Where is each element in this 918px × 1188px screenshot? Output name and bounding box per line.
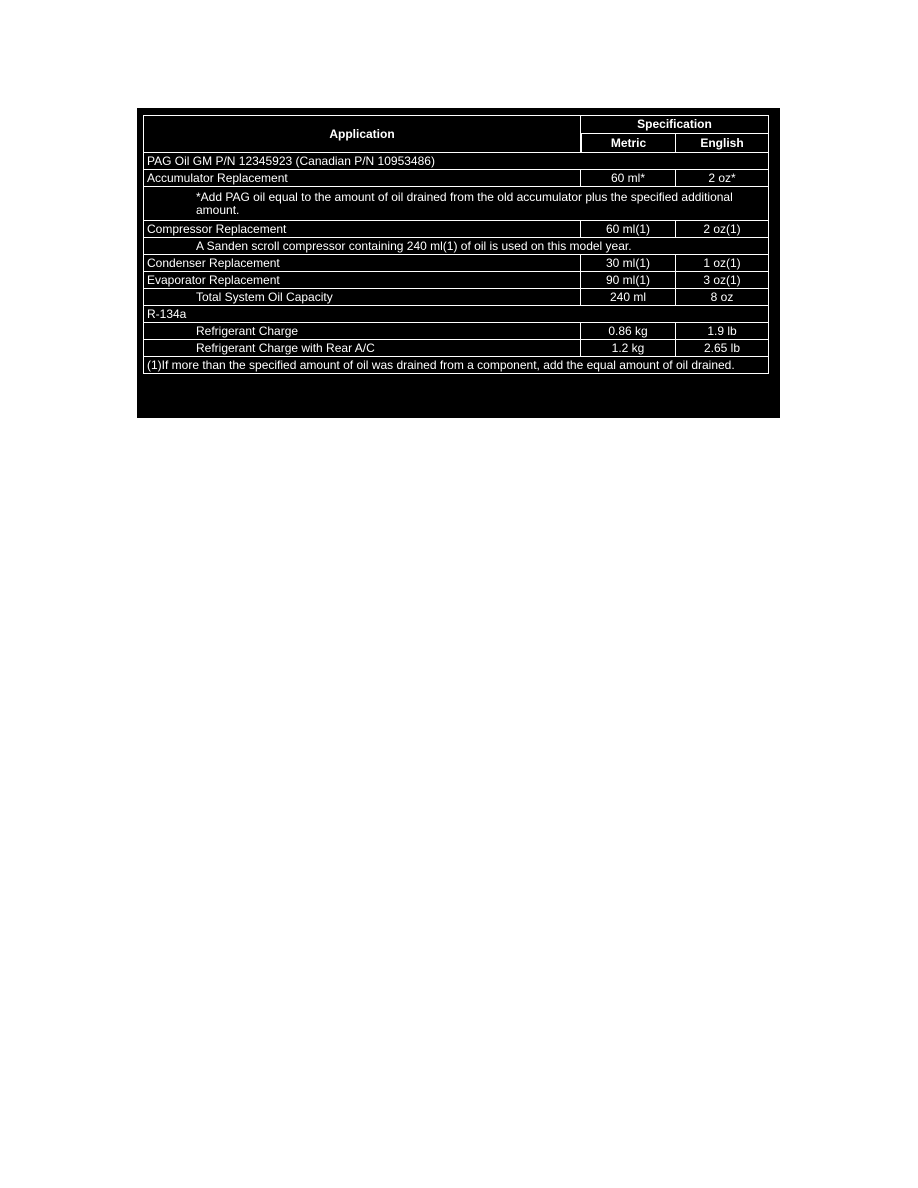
row-label: Refrigerant Charge with Rear A/C bbox=[143, 340, 581, 357]
row-english-value: 2.65 lb bbox=[676, 340, 769, 357]
column-header-metric: Metric bbox=[581, 134, 676, 153]
row-label: Compressor Replacement bbox=[143, 221, 581, 238]
table-row-refrigerant-charge-rear-ac bbox=[143, 340, 769, 357]
column-header-english: English bbox=[676, 134, 769, 153]
row-english-value: 2 oz* bbox=[676, 170, 769, 187]
row-english-value: 2 oz(1) bbox=[676, 221, 769, 238]
footnote: (1)If more than the specified amount of oil was drained from a component, add the equal amount of oil drained. bbox=[143, 357, 769, 374]
compressor-note: A Sanden scroll compressor containing 240 ml(1) of oil is used on this model year. bbox=[143, 238, 769, 255]
column-header-specification: Specification bbox=[581, 115, 769, 134]
column-header-application: Application bbox=[143, 115, 581, 153]
section-label-r134a: R-134a bbox=[143, 306, 769, 323]
row-label: Evaporator Replacement bbox=[143, 272, 581, 289]
row-metric-value: 90 ml(1) bbox=[581, 272, 676, 289]
table-row-section-pag-oil bbox=[143, 153, 769, 170]
specification-table bbox=[143, 115, 769, 374]
table-row-compressor-note bbox=[143, 238, 769, 255]
table-header-row bbox=[143, 115, 769, 134]
table-row-total-capacity bbox=[143, 289, 769, 306]
specification-table-panel bbox=[137, 108, 780, 418]
row-label: Total System Oil Capacity bbox=[143, 289, 581, 306]
row-metric-value: 1.2 kg bbox=[581, 340, 676, 357]
accumulator-note: *Add PAG oil equal to the amount of oil drained from the old accumulator plus the specified additional amount. bbox=[143, 187, 769, 221]
section-label-pag-oil: PAG Oil GM P/N 12345923 (Canadian P/N 10953486) bbox=[143, 153, 769, 170]
table-row-footnote bbox=[143, 357, 769, 374]
row-english-value: 8 oz bbox=[676, 289, 769, 306]
table-row-accumulator-note bbox=[143, 187, 769, 221]
row-english-value: 3 oz(1) bbox=[676, 272, 769, 289]
row-metric-value: 0.86 kg bbox=[581, 323, 676, 340]
table-row-accumulator bbox=[143, 170, 769, 187]
row-english-value: 1 oz(1) bbox=[676, 255, 769, 272]
row-metric-value: 240 ml bbox=[581, 289, 676, 306]
table-row-evaporator bbox=[143, 272, 769, 289]
row-label: Refrigerant Charge bbox=[143, 323, 581, 340]
table-row-condenser bbox=[143, 255, 769, 272]
row-metric-value: 60 ml(1) bbox=[581, 221, 676, 238]
row-english-value: 1.9 lb bbox=[676, 323, 769, 340]
table-row-compressor bbox=[143, 221, 769, 238]
row-label: Accumulator Replacement bbox=[143, 170, 581, 187]
table-row-refrigerant-charge bbox=[143, 323, 769, 340]
row-metric-value: 60 ml* bbox=[581, 170, 676, 187]
row-metric-value: 30 ml(1) bbox=[581, 255, 676, 272]
row-label: Condenser Replacement bbox=[143, 255, 581, 272]
table-row-section-r134a bbox=[143, 306, 769, 323]
